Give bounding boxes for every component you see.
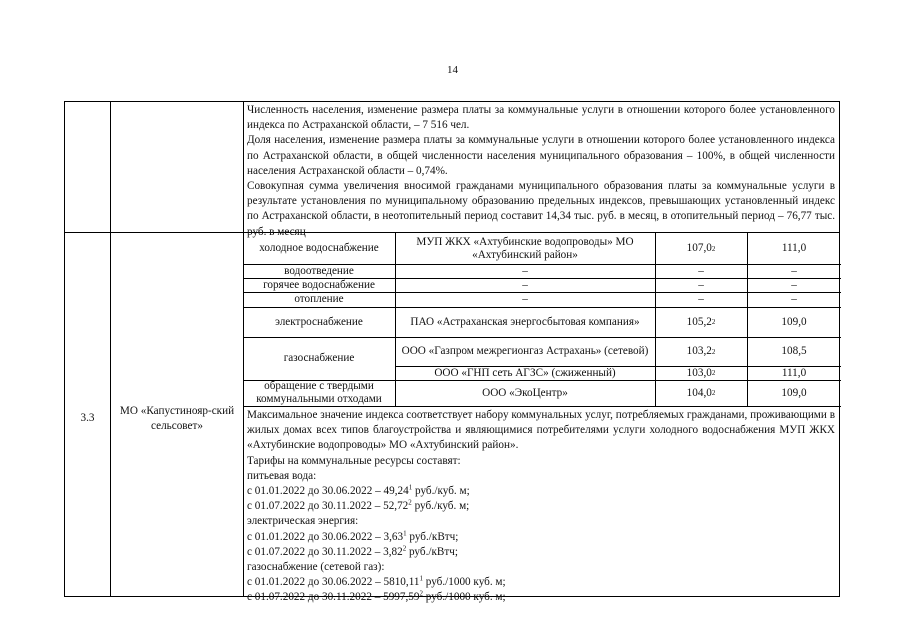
service-cell: газоснабжение <box>283 352 355 364</box>
provider-cell: ООО «ГНП сеть АГЗС» (сжиженный) <box>434 366 616 379</box>
water-tariff-line <box>247 499 835 514</box>
services-table <box>243 233 841 407</box>
tariff-unit: руб./кВтч; <box>406 530 459 543</box>
tariff-unit: руб./1000 куб. м; <box>422 576 506 589</box>
service-cell: обращение с твердыми коммунальными отходами <box>256 380 382 405</box>
index1-cell: 107,0 2 <box>686 242 716 254</box>
footnote-marker: 1 <box>408 483 413 492</box>
service-cell: водоотведение <box>284 264 354 277</box>
service-cell: холодное водоснабжение <box>259 242 379 254</box>
tariff-unit: руб./кВтч; <box>406 545 458 558</box>
provider-cell: ООО «ЭкоЦентр» <box>482 386 568 399</box>
service-cell: отопление <box>294 293 344 305</box>
provider-cell: ПАО «Астраханская энергосбытовая компания» <box>410 315 640 328</box>
subtable-row-line <box>243 406 841 407</box>
top-text-block <box>247 103 835 240</box>
index1-cell: 105,2 2 <box>686 315 716 328</box>
gas-tariff-line <box>247 590 835 605</box>
index1-cell: 103,2 2 <box>686 345 716 357</box>
service-cell: электроснабжение <box>275 315 363 328</box>
index2-cell: 109,0 <box>781 386 807 399</box>
index1-cell: – <box>698 293 704 305</box>
footnote-marker: 2 <box>419 589 423 598</box>
index2-cell: – <box>791 264 797 277</box>
bottom-text-block <box>247 408 835 606</box>
provider-cell: – <box>522 278 528 291</box>
index1-cell: – <box>698 264 704 277</box>
column-divider <box>110 102 111 596</box>
index2-cell: 111,0 <box>781 242 807 254</box>
index1-cell: 104,0 2 <box>686 386 716 399</box>
tariffs-heading: Тарифы на коммунальные ресурсы составят: <box>247 454 461 467</box>
tariff-unit: руб./куб. м; <box>411 500 470 513</box>
tariff-text: с 01.01.2022 до 30.06.2022 – 3,63 <box>247 530 404 543</box>
paragraph-population: Численность населения, изменение размера платы за коммунальные услуги в отношении которого более установленного индекса по Астраханской области, – 7 516 чел. <box>247 104 835 132</box>
tariff-text: с 01.01.2022 до 30.06.2022 – 5810,11 <box>247 576 420 589</box>
electric-tariff-line <box>247 530 835 545</box>
index1-value: 107,0 <box>686 242 712 254</box>
row-number: 3.3 <box>80 412 95 424</box>
municipality-name: МО «Капустинояр-ский сельсовет» <box>119 405 235 432</box>
gas-heading: газоснабжение (сетевой газ): <box>247 561 385 574</box>
tariff-unit: руб./куб. м; <box>412 485 470 498</box>
index1-value: 105,2 <box>686 315 712 328</box>
water-heading: питьевая вода: <box>247 469 317 482</box>
footnote-marker: 2 <box>408 498 412 507</box>
provider-cell: ООО «Газпром межрегионгаз Астрахань» (сетевой) <box>401 345 649 357</box>
tariff-text: с 01.07.2022 до 30.11.2022 – 5997,59 <box>247 591 420 604</box>
paragraph-total-sum: Совокупная сумма увеличения вносимой гражданами муниципального образования платы за коммунальные услуги в результате установления по муниципальному образованию предельных индексов, превышающих установленный индекс по Астраханской области, в неотопительный период составит 14,34 тыс. руб. в месяц, в отопительный период – 76,77 тыс. руб. в месяц <box>247 180 835 238</box>
footnote-marker: 2 <box>402 544 407 553</box>
index2-cell: 111,0 <box>781 366 807 379</box>
index1-value: 104,0 <box>686 386 712 399</box>
page-number: 14 <box>447 64 458 76</box>
provider-cell: – <box>522 293 528 305</box>
tariff-unit: руб./1000 куб. м; <box>422 591 506 604</box>
index2-cell: 108,5 <box>781 345 807 357</box>
water-tariff-line <box>247 484 835 499</box>
provider-cell: – <box>522 264 528 277</box>
provider-cell: МУП ЖКХ «Ахтубинские водопроводы» МО «Ахтубинский район» <box>416 235 634 261</box>
tariff-text: с 01.07.2022 до 30.11.2022 – 3,82 <box>247 545 403 558</box>
index1-value: 103,2 <box>686 345 712 357</box>
gas-tariff-line <box>247 575 835 590</box>
service-cell: горячее водоснабжение <box>263 278 375 291</box>
tariff-text: с 01.07.2022 до 30.11.2022 – 52,72 <box>247 500 409 513</box>
paragraph-max-index: Максимальное значение индекса соответствует набору коммунальных услуг, потребляемых гражданами, проживающими в жилых домах всех типов благоустройства и являющимися потребителями услуги холодного водоснабжения МУП ЖКХ «Ахтубинские водопроводы» МО «Ахтубинский район». <box>247 409 835 452</box>
electric-heading: электрическая энергия: <box>247 515 359 528</box>
paragraph-share: Доля населения, изменение размера платы за коммунальные услуги в отношении которого более установленного индекса по Астраханской области, в общей численности населения муниципального образования – 100%, в общей численности населения Астраханской области – 0,74%. <box>247 134 835 177</box>
footnote-marker: 1 <box>403 528 407 537</box>
tariff-text: с 01.01.2022 до 30.06.2022 – 49,24 <box>247 485 409 498</box>
index2-cell: – <box>791 293 797 305</box>
index2-cell: 109,0 <box>781 315 807 328</box>
main-table <box>64 101 840 604</box>
index1-value: 103,0 <box>686 366 712 379</box>
electric-tariff-line <box>247 545 835 560</box>
index2-cell: – <box>791 278 797 291</box>
footnote-marker: 1 <box>419 574 423 583</box>
index1-cell: – <box>698 278 704 291</box>
index1-cell: 103,0 2 <box>686 366 716 379</box>
